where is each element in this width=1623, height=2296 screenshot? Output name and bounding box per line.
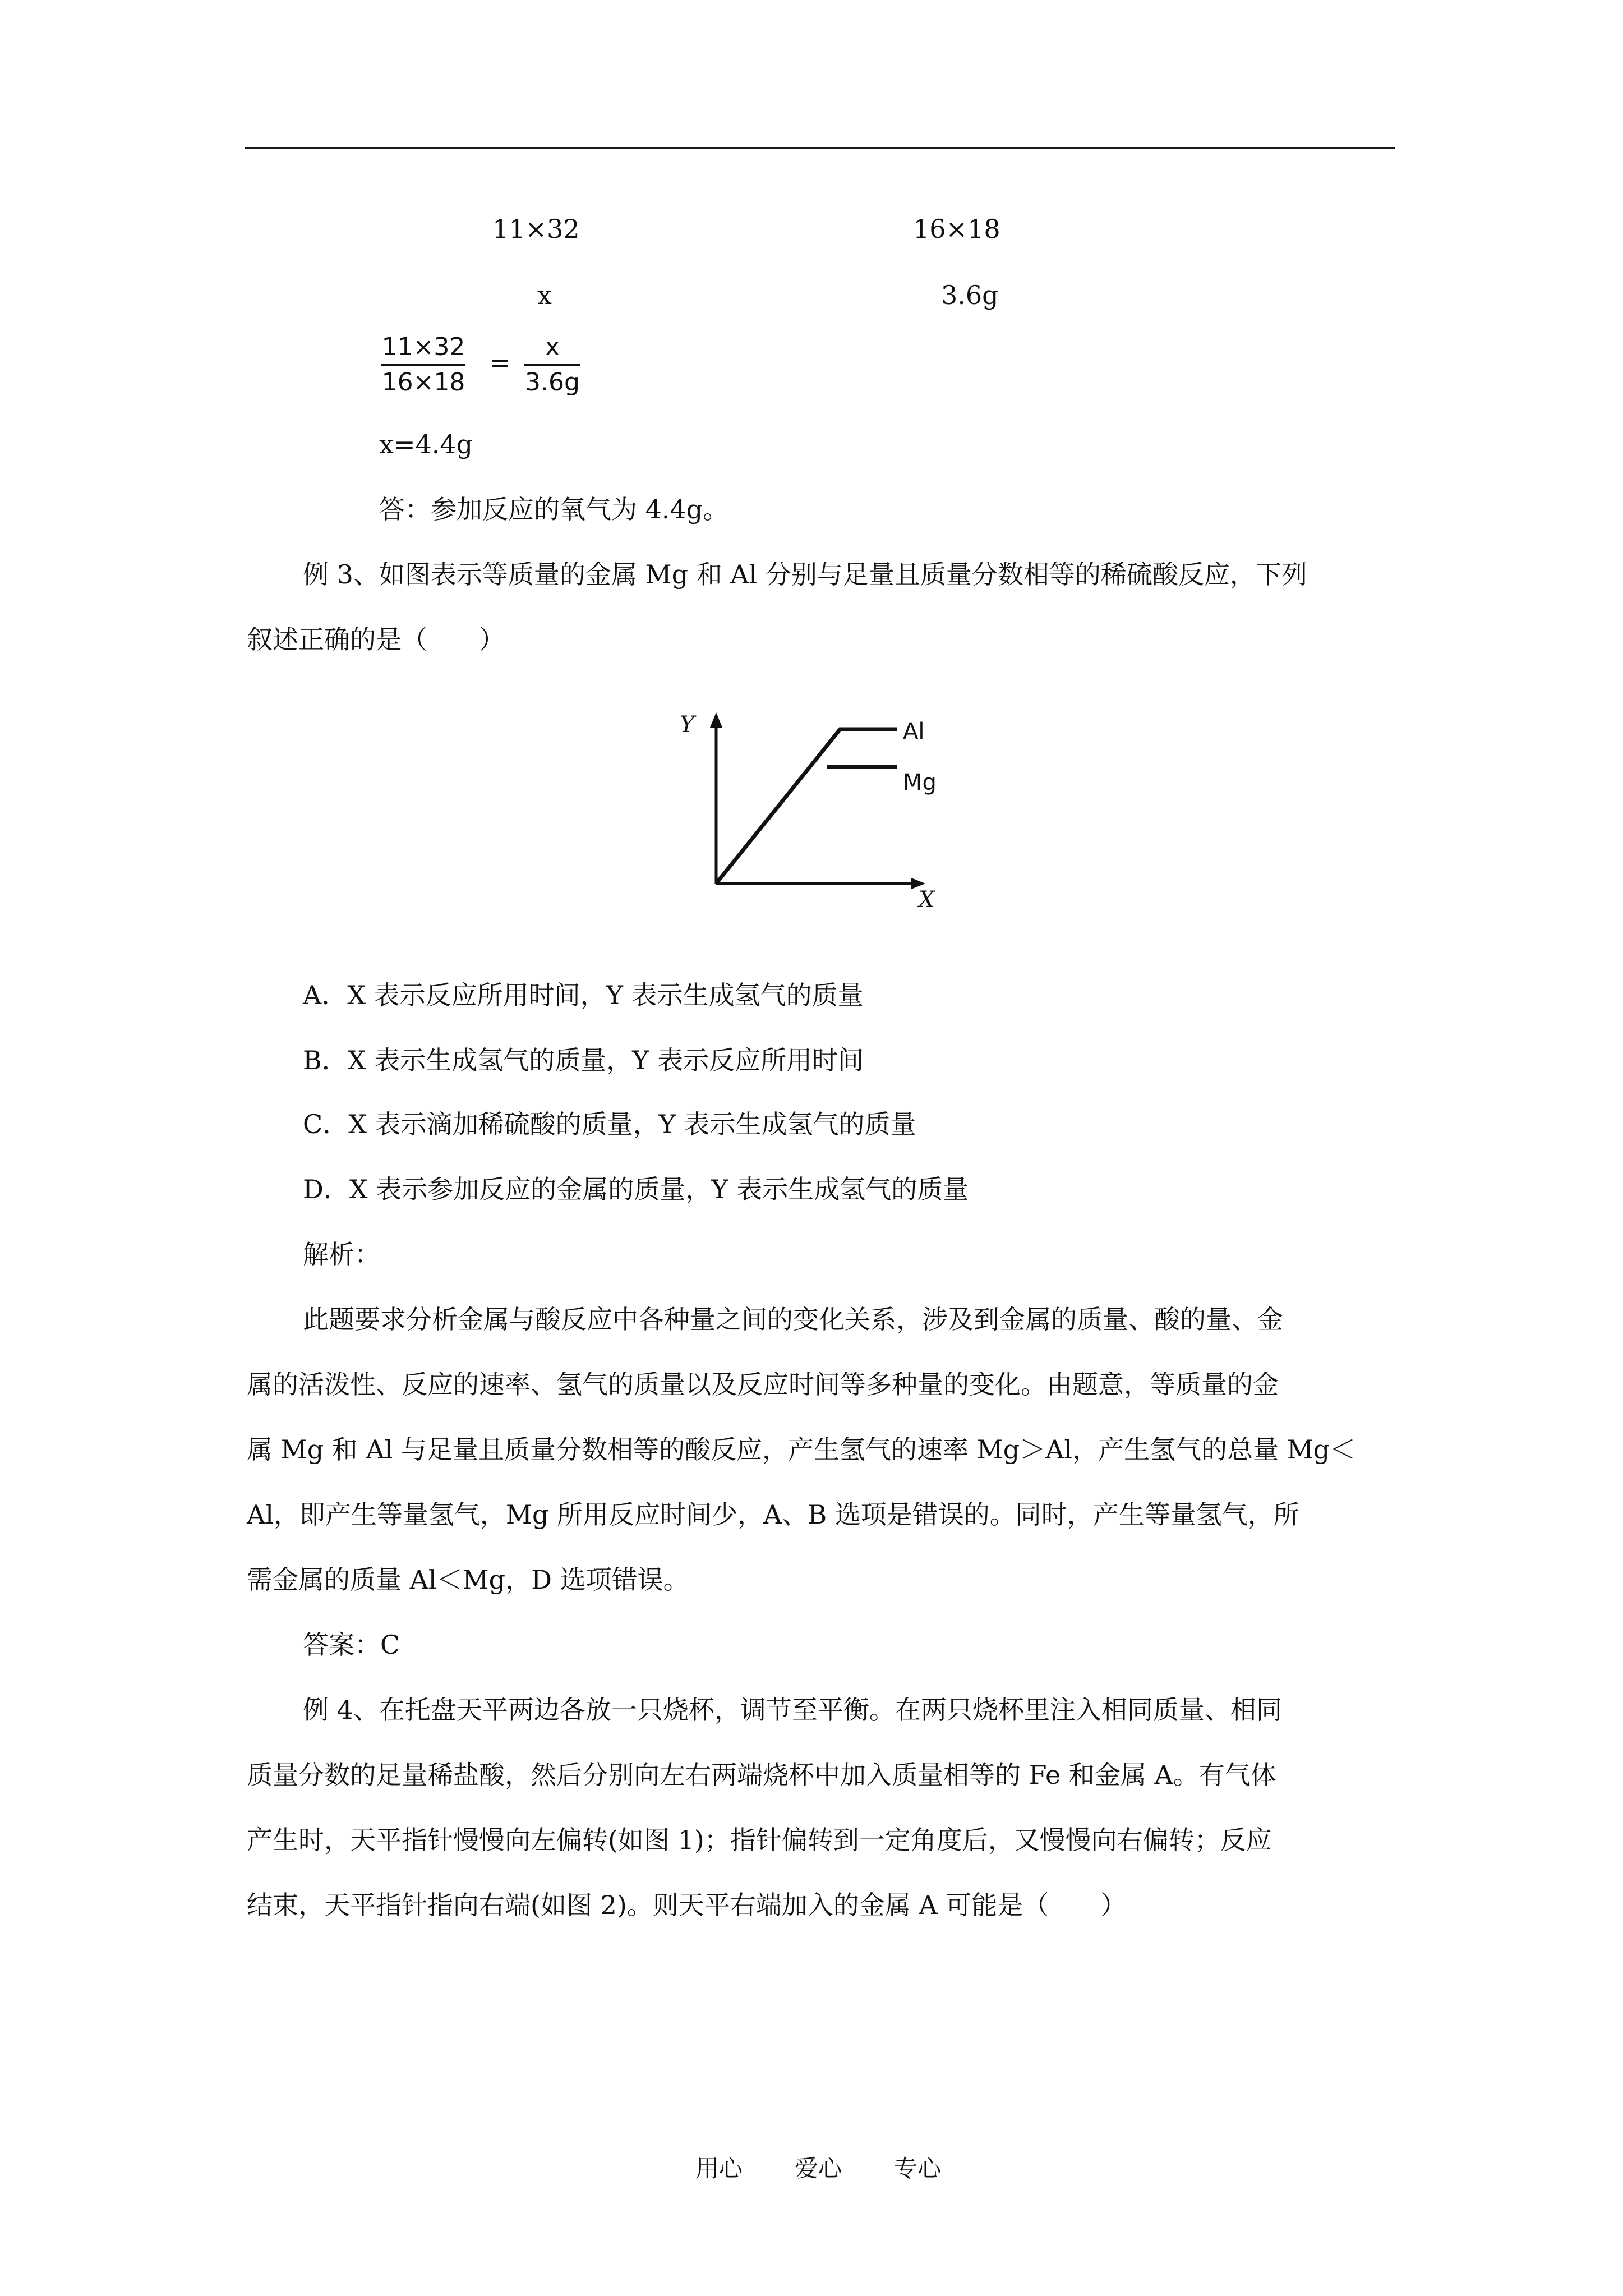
x-axis-label: X xyxy=(919,887,935,913)
series-label-mg: Mg xyxy=(903,770,937,795)
calc-mid-right: 3.6g xyxy=(941,280,999,310)
analysis-line: 属 Mg 和 Al 与足量且质量分数相等的酸反应，产生氢气的速率 Mg＞Al，产生氢气的总量 Mg＜ xyxy=(247,1434,1356,1465)
example4-line: 例 4、在托盘天平两边各放一只烧杯，调节至平衡。在两只烧杯里注入相同质量、相同 xyxy=(303,1695,1282,1725)
fraction-left xyxy=(381,332,465,398)
footer-item: 专心 xyxy=(894,2155,942,2182)
footer-item: 爱心 xyxy=(795,2155,842,2182)
series-label-al: Al xyxy=(903,719,925,744)
calc-top-left: 11×32 xyxy=(492,214,580,244)
fraction-right-denominator: 3.6g xyxy=(525,368,580,397)
fraction-right xyxy=(524,332,580,398)
series-rising-line xyxy=(716,729,840,884)
example4-line: 结束，天平指针指向右端(如图 2)。则天平右端加入的金属 A 可能是（ ） xyxy=(247,1890,1127,1920)
footer-item: 用心 xyxy=(695,2155,743,2182)
example3-graph xyxy=(662,698,976,917)
calc-result: x=4.4g xyxy=(379,429,473,459)
example4-line: 质量分数的足量稀盐酸，然后分别向左右两端烧杯中加入质量相等的 Fe 和金属 A。有气体 xyxy=(247,1760,1276,1790)
example4-line: 产生时，天平指针慢慢向左偏转(如图 1)；指针偏转到一定角度后，又慢慢向右偏转；反应 xyxy=(247,1825,1272,1855)
option-c: C．X 表示滴加稀硫酸的质量，Y 表示生成氢气的质量 xyxy=(303,1109,916,1139)
example3-answer: 答案：C xyxy=(303,1630,400,1660)
analysis-line: 需金属的质量 Al＜Mg，D 选项错误。 xyxy=(247,1565,689,1595)
header-rule xyxy=(245,147,1395,149)
option-d: D．X 表示参加反应的金属的质量，Y 表示生成氢气的质量 xyxy=(303,1174,969,1204)
analysis-line: 属的活泼性、反应的速率、氢气的质量以及反应时间等多种量的变化。由题意，等质量的金 xyxy=(247,1369,1279,1400)
fraction-left-numerator: 11×32 xyxy=(381,333,465,361)
example3-question-line1: 例 3、如图表示等质量的金属 Mg 和 Al 分别与足量且质量分数相等的稀硫酸反应，下列 xyxy=(303,559,1307,590)
y-axis-arrow xyxy=(710,712,722,728)
example3-question-line2: 叙述正确的是（ ） xyxy=(247,624,505,655)
calc-mid-left: x xyxy=(537,280,552,310)
option-a: A．X 表示反应所用时间，Y 表示生成氢气的质量 xyxy=(303,980,864,1010)
analysis-line: 此题要求分析金属与酸反应中各种量之间的变化关系，涉及到金属的质量、酸的量、金 xyxy=(303,1304,1283,1335)
fraction-left-denominator: 16×18 xyxy=(381,368,465,397)
option-b: B．X 表示生成氢气的质量，Y 表示反应所用时间 xyxy=(303,1045,864,1075)
y-axis-label: Y xyxy=(680,712,695,738)
analysis-line: Al，即产生等量氢气，Mg 所用反应时间少，A、B 选项是错误的。同时，产生等量氢气，所 xyxy=(247,1499,1299,1530)
calc-answer: 答：参加反应的氧气为 4.4g。 xyxy=(379,494,729,524)
equals-sign: = xyxy=(490,349,510,378)
fraction-right-numerator: x xyxy=(545,333,560,361)
analysis-label: 解析： xyxy=(303,1239,380,1269)
calc-top-right: 16×18 xyxy=(913,214,1000,244)
